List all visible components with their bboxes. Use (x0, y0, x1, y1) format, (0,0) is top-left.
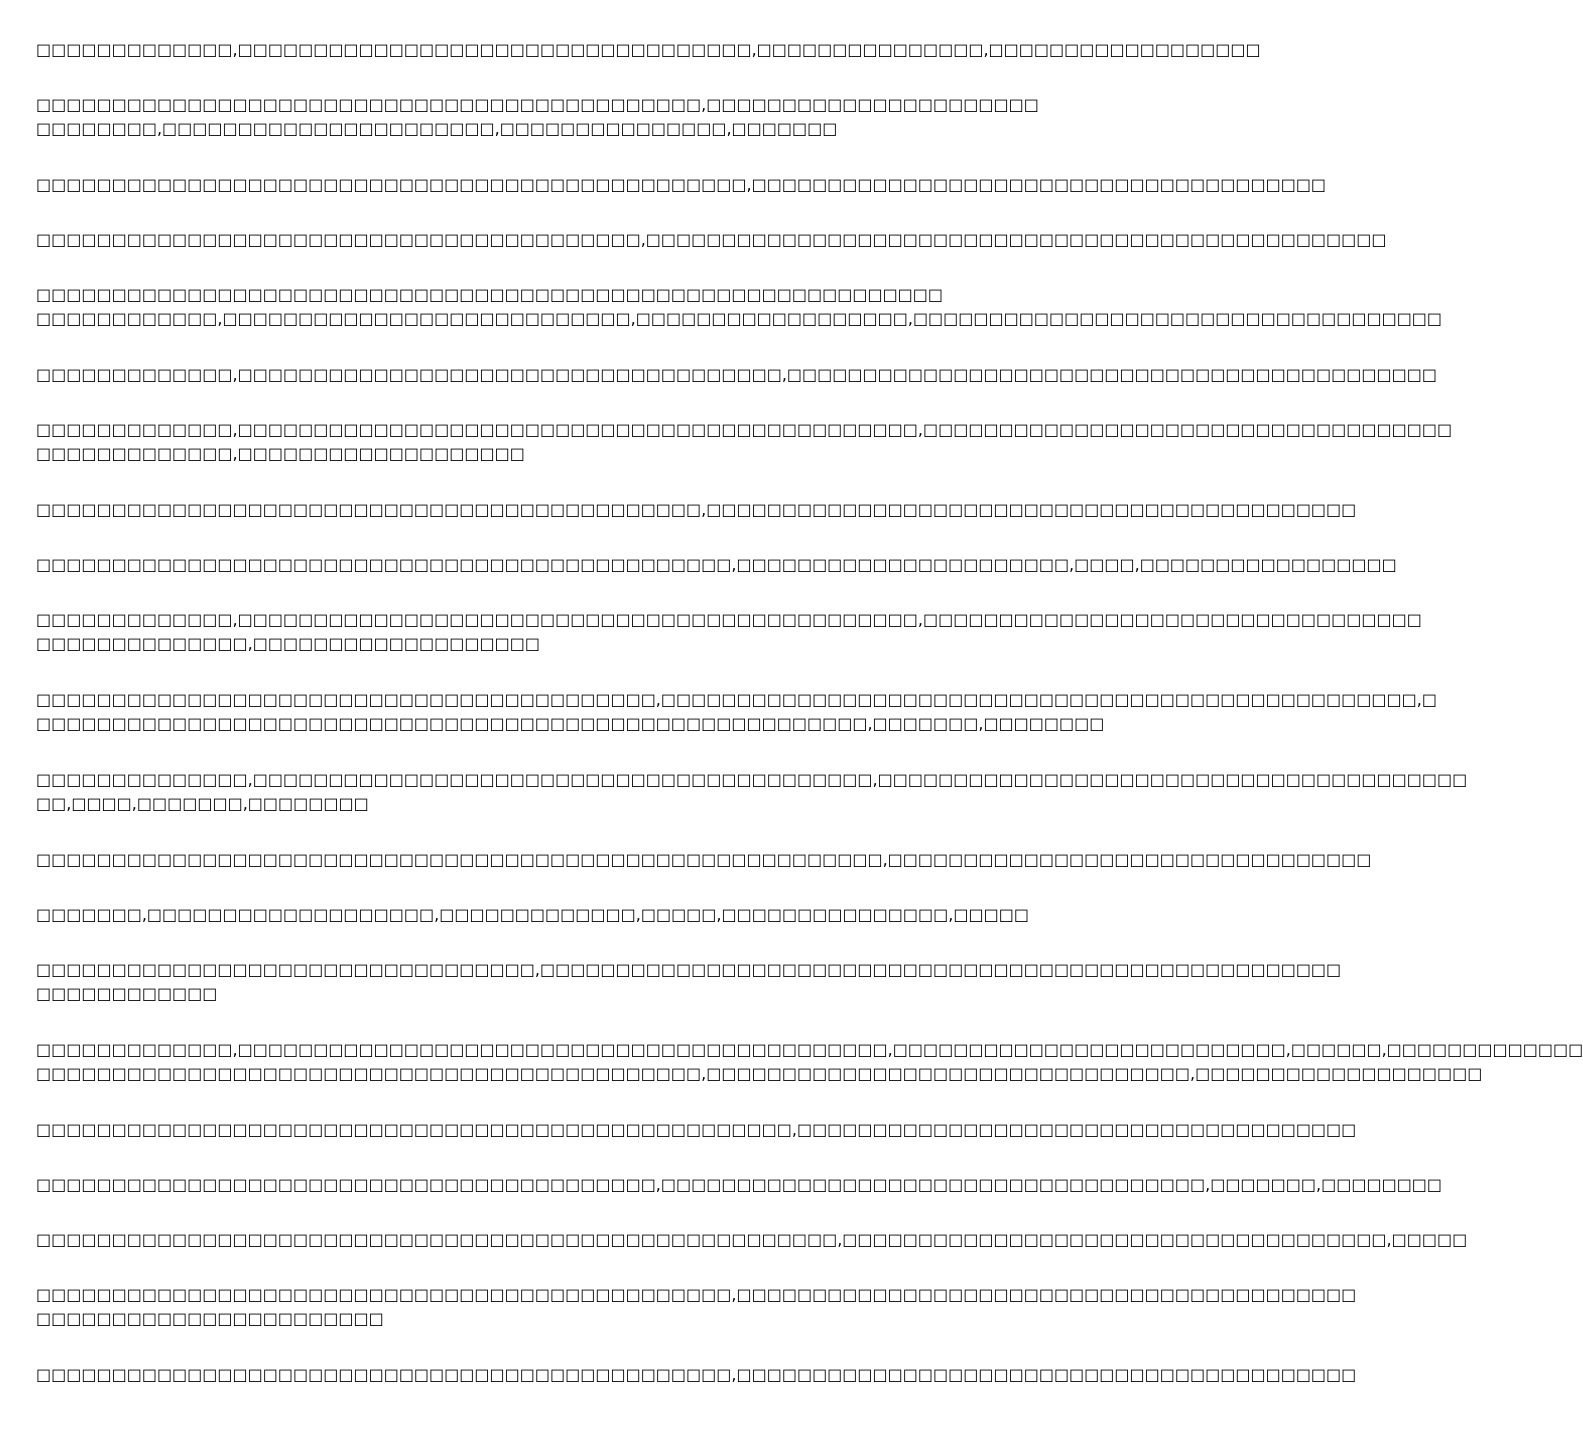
paragraph-6: □□□□□□□□□□□□□,□□□□□□□□□□□□□□□□□□□□□□□□□□□□□□□□□□□□,□□□□□□□□□□□□□□□□□□□□□□□□□□□□□□□□□□□□□□□□□□□ (36, 365, 1437, 384)
paragraph-5: □□□□□□□□□□□□□□□□□□□□□□□□□□□□□□□□□□□□□□□□□□□□□□□□□□□□□□□□□□□□ □□□□□□□□□□□□,□□□□□□□□□□□□□□□□□□□□□□□□□□□,□□□□□□□□□□□□□□□□□□,□□□□□□□□□□□□□□□□□□□□□□□□□□□□□□□□□□□ (36, 285, 1443, 328)
paragraph-8: □□□□□□□□□□□□□□□□□□□□□□□□□□□□□□□□□□□□□□□□□□□□,□□□□□□□□□□□□□□□□□□□□□□□□□□□□□□□□□□□□□□□□□□□ (36, 500, 1357, 519)
paragraph-2: □□□□□□□□□□□□□□□□□□□□□□□□□□□□□□□□□□□□□□□□□□□□,□□□□□□□□□□□□□□□□□□□□□□ □□□□□□□□,□□□□□□□□□□□□□□□□□□□□□□,□□□□□□□□□□□□□□□,□□□□□□□ (36, 95, 1039, 138)
paragraph-17: □□□□□□□□□□□□□□□□□□□□□□□□□□□□□□□□□□□□□□□□□□□□□□□□□□,□□□□□□□□□□□□□□□□□□□□□□□□□□□□□□□□□□□□□ (36, 1120, 1357, 1139)
paragraph-19: □□□□□□□□□□□□□□□□□□□□□□□□□□□□□□□□□□□□□□□□□□□□□□□□□□□□□,□□□□□□□□□□□□□□□□□□□□□□□□□□□□□□□□□□□□,□□□□□ (36, 1230, 1468, 1249)
paragraph-7: □□□□□□□□□□□□□,□□□□□□□□□□□□□□□□□□□□□□□□□□□□□□□□□□□□□□□□□□□□□,□□□□□□□□□□□□□□□□□□□□□□□□□□□□□□□□□□□ □□□□□□□□□□□□□,□□□□□□□□□□□□□□□□□□□ (36, 420, 1453, 463)
paragraph-10: □□□□□□□□□□□□□,□□□□□□□□□□□□□□□□□□□□□□□□□□□□□□□□□□□□□□□□□□□□□,□□□□□□□□□□□□□□□□□□□□□□□□□□□□□□□□□ □□□□□□□□□□□□□□,□□□□□□□□□□□□□□□□□□□ (36, 610, 1422, 653)
paragraph-3: □□□□□□□□□□□□□□□□□□□□□□□□□□□□□□□□□□□□□□□□□□□□□□□,□□□□□□□□□□□□□□□□□□□□□□□□□□□□□□□□□□□□□□ (36, 175, 1327, 194)
paragraph-12: □□□□□□□□□□□□□□,□□□□□□□□□□□□□□□□□□□□□□□□□□□□□□□□□□□□□□□□□,□□□□□□□□□□□□□□□□□□□□□□□□□□□□□□□□□□□□□□□ □□,□□□□,□□□□□□□,□□□□□□□□ (36, 770, 1468, 813)
paragraph-20: □□□□□□□□□□□□□□□□□□□□□□□□□□□□□□□□□□□□□□□□□□□□□□,□□□□□□□□□□□□□□□□□□□□□□□□□□□□□□□□□□□□□□□□□ □□□□□□□□□□□□□□□□□□□□□□□ (36, 1285, 1357, 1328)
paragraph-14: □□□□□□□,□□□□□□□□□□□□□□□□□□□,□□□□□□□□□□□□□,□□□□□,□□□□□□□□□□□□□□□,□□□□□ (36, 905, 1029, 924)
paragraph-18: □□□□□□□□□□□□□□□□□□□□□□□□□□□□□□□□□□□□□□□□□,□□□□□□□□□□□□□□□□□□□□□□□□□□□□□□□□□□□□,□□□□□□□,□□□□□□□□ (36, 1175, 1443, 1194)
paragraph-11: □□□□□□□□□□□□□□□□□□□□□□□□□□□□□□□□□□□□□□□□□,□□□□□□□□□□□□□□□□□□□□□□□□□□□□□□□□□□□□□□□□□□□□□□□□□□,□ □□□□□□□□□□□□□□□□□□□□□□□□□□□□□□□□□□□□□□□□□□□□□□□□□□□□□□□,□□□□□□□,□□□□□□□□ (36, 690, 1437, 733)
paragraph-15: □□□□□□□□□□□□□□□□□□□□□□□□□□□□□□□□□,□□□□□□□□□□□□□□□□□□□□□□□□□□□□□□□□□□□□□□□□□□□□□□□□□□□□□ □□□□□□□□□□□□ (36, 960, 1342, 1003)
paragraph-13: □□□□□□□□□□□□□□□□□□□□□□□□□□□□□□□□□□□□□□□□□□□□□□□□□□□□□□□□,□□□□□□□□□□□□□□□□□□□□□□□□□□□□□□□□ (36, 850, 1372, 869)
paragraph-1: □□□□□□□□□□□□□,□□□□□□□□□□□□□□□□□□□□□□□□□□□□□□□□□□,□□□□□□□□□□□□□□□,□□□□□□□□□□□□□□□□□□ (36, 40, 1261, 59)
document-page (36, 33, 1583, 1433)
paragraph-4: □□□□□□□□□□□□□□□□□□□□□□□□□□□□□□□□□□□□□□□□,□□□□□□□□□□□□□□□□□□□□□□□□□□□□□□□□□□□□□□□□□□□□□□□□□ (36, 230, 1387, 249)
paragraph-21: □□□□□□□□□□□□□□□□□□□□□□□□□□□□□□□□□□□□□□□□□□□□□□,□□□□□□□□□□□□□□□□□□□□□□□□□□□□□□□□□□□□□□□□□ (36, 1365, 1357, 1384)
paragraph-9: □□□□□□□□□□□□□□□□□□□□□□□□□□□□□□□□□□□□□□□□□□□□□□,□□□□□□□□□□□□□□□□□□□□□□,□□□□,□□□□□□□□□□□□□□□□□ (36, 555, 1397, 574)
paragraph-16: □□□□□□□□□□□□□,□□□□□□□□□□□□□□□□□□□□□□□□□□□□□□□□□□□□□□□□□□□,□□□□□□□□□□□□□□□□□□□□□□□□□□,□□□□□□,□□□□□□□□□□□□□ □□□□□□□□□□□□□□□□□□□□□□□□□□□□□□□□□□□□□□□□□□□□,□□□□□□□□□□□□□□□□□□□□□□□□□□□□□□□□,□□□□□□□□□□□□□□□□□□□ (36, 1040, 1583, 1083)
